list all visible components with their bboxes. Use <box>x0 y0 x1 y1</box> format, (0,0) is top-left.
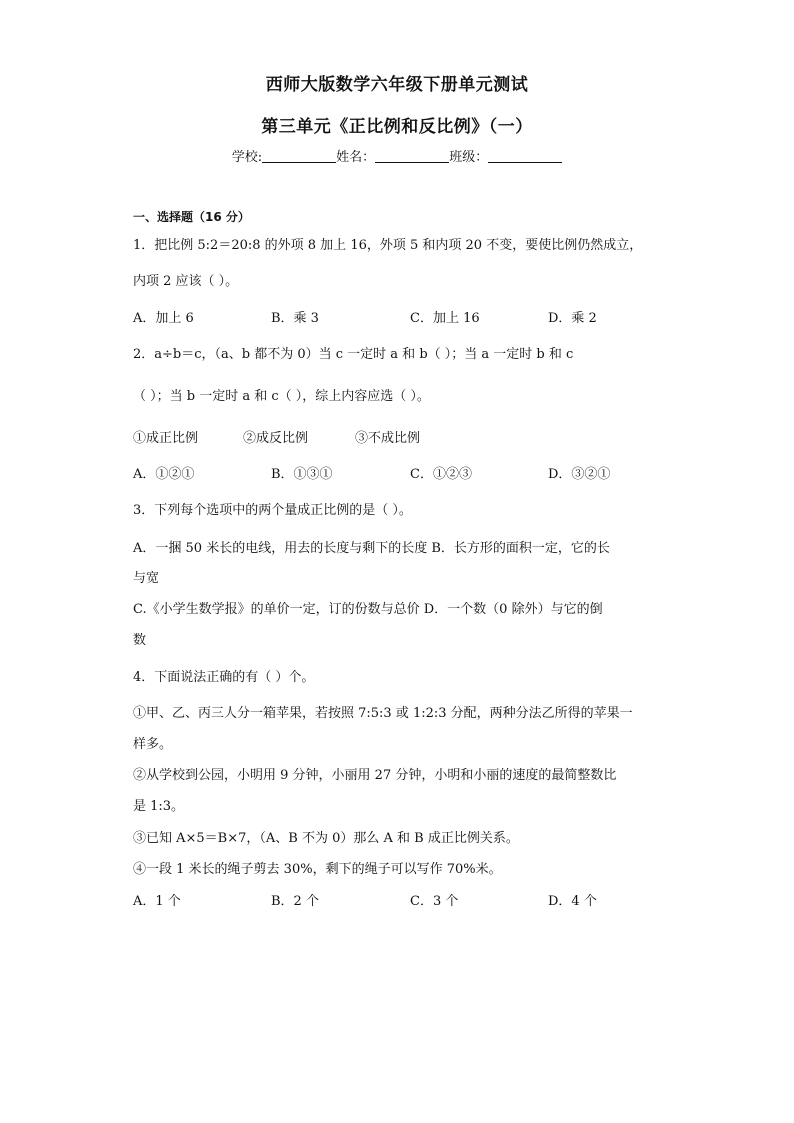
q4-line1: 4．下面说法正确的有（ ）个。 <box>133 670 315 685</box>
q3-line3: 与宽 <box>133 571 160 586</box>
q1-option-a: A．加上 6 <box>133 311 194 326</box>
q4-option-b: B．2 个 <box>271 894 319 909</box>
class-blank <box>488 149 562 163</box>
q1-option-c: C．加上 16 <box>410 311 480 326</box>
q2-option-d: D．③②① <box>548 467 611 482</box>
q4-statement-3: ③已知 A×5＝B×7，（A、B 不为 0）那么 A 和 B 成正比例关系。 <box>133 831 519 846</box>
q3-line1: 3．下列每个选项中的两个量成正比例的是（ ）。 <box>133 503 412 518</box>
q2-option-b: B．①③① <box>271 467 333 482</box>
q4-statement-4: ④一段 1 米长的绳子剪去 30%，剩下的绳子可以写作 70%米。 <box>133 862 502 877</box>
q4-statement-2a: ②从学校到公园，小明用 9 分钟，小丽用 27 分钟，小明和小丽的速度的最简整数比 <box>133 768 617 783</box>
school-label: 学校: <box>231 150 263 165</box>
q2-line2: （ ）；当 b 一定时 a 和 c（ ），综上内容应选（ ）。 <box>133 389 430 404</box>
q4-option-d: D．4 个 <box>548 894 597 909</box>
section-title: 一、选择题（16 分） <box>133 210 250 224</box>
student-info-row <box>0 146 794 165</box>
q2-option-a: A．①②① <box>133 467 195 482</box>
q2-choice-1: ①成正比例 <box>133 431 199 446</box>
q1-line1: 1．把比例 5:2＝20:8 的外项 8 加上 16，外项 5 和内项 20 不变，要使比例仍然成立， <box>133 238 643 253</box>
q4-option-c: C．3 个 <box>410 894 459 909</box>
q1-line2: 内项 2 应该（ ）。 <box>133 274 239 289</box>
school-blank <box>262 149 336 163</box>
q2-option-c: C．①②③ <box>410 467 472 482</box>
q3-line4: C.《小学生数学报》的单价一定，订的份数与总价 D．一个数（0 除外）与它的倒 <box>133 602 603 617</box>
q2-choice-2: ②成反比例 <box>243 431 309 446</box>
name-label: 姓名： <box>336 150 376 165</box>
q1-option-d: D．乘 2 <box>548 311 597 326</box>
q4-statement-1b: 样多。 <box>133 737 173 752</box>
q3-line5: 数 <box>133 633 147 648</box>
q2-line1: 2．a÷b＝c，（a、b 都不为 0）当 c 一定时 a 和 b（ ）；当 a 一定时 b 和 c <box>133 347 574 362</box>
page-title: 西师大版数学六年级下册单元测试 <box>265 75 529 95</box>
q3-line2: A．一捆 50 米长的电线，用去的长度与剩下的长度 B．长方形的面积一定，它的长 <box>133 541 610 556</box>
class-label: 班级： <box>449 150 489 165</box>
q1-option-b: B．乘 3 <box>271 311 319 326</box>
name-blank <box>375 149 449 163</box>
q4-statement-1a: ①甲、乙、丙三人分一箱苹果，若按照 7:5:3 或 1:2:3 分配，两种分法乙所得的苹果一 <box>133 706 633 721</box>
q2-choice-3: ③不成比例 <box>355 431 421 446</box>
q4-option-a: A．1 个 <box>133 894 181 909</box>
q4-statement-2b: 是 1:3。 <box>133 799 185 814</box>
page-subtitle: 第三单元《正比例和反比例》（一） <box>261 117 533 137</box>
